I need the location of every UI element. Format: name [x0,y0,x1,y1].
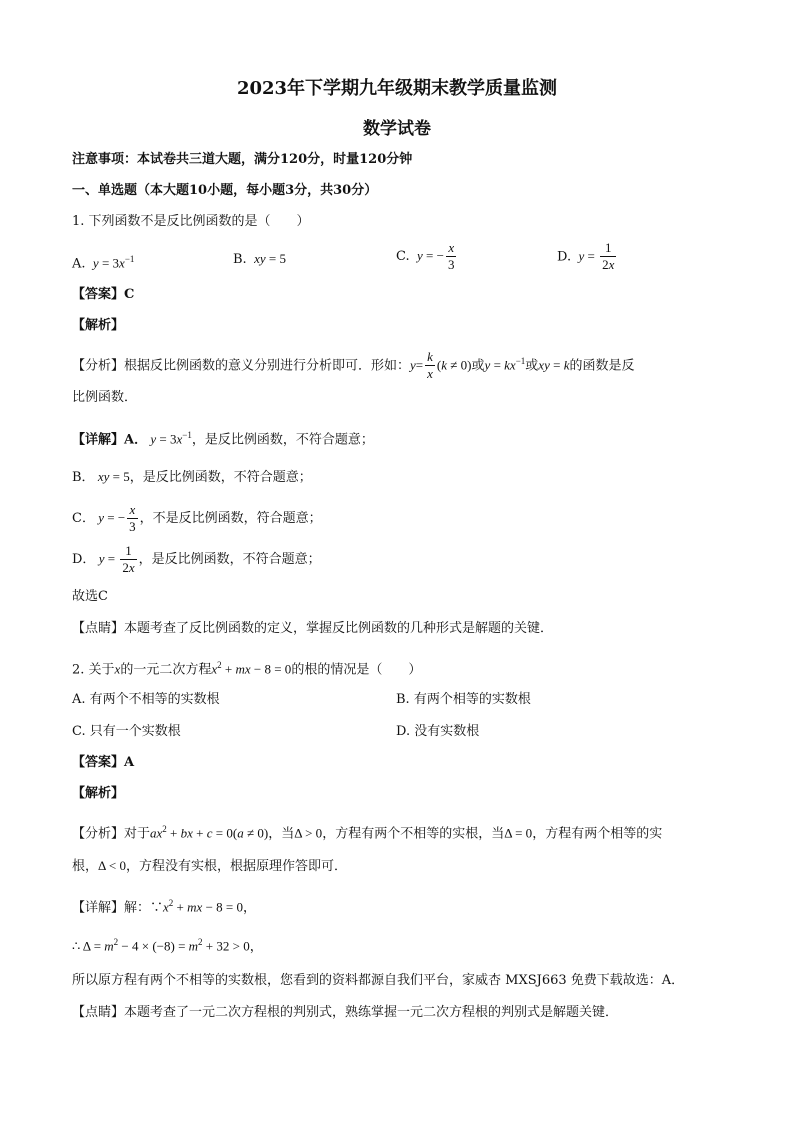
q2-discriminant-suffix: ， [249,939,263,955]
question-2-stem: 2. 关于x的一元二次方程$x^2$ + mx − 8 = 0的根的情况是（ ） [72,660,422,678]
q2-option-b: B. 有两个相等的实数根 [396,692,531,707]
q1-choice: 故选C [72,589,108,604]
q2-analysis: 【分析】对于$ax^2$ + bx + c = 0(a ≠ 0)，当Δ > 0，方程有两个不相等的实根，当Δ = 0，方程有两个相等的实 [72,824,663,842]
q2-discriminant: ∴ $\Delta = m^2 - 4 \times (-8) = m^2 + 32 > 0$， [72,937,263,955]
q1-detail-c-text: ，不是反比例函数，符合题意； [139,511,322,526]
q1-answer: 【答案】C [72,287,135,302]
q1-option-c: C. y = − $\frac{x}{3}$ [396,240,455,272]
page-subtitle: 数学试卷 [363,119,431,139]
q2-option-a: A. 有两个不相等的实数根 [72,692,220,707]
q1-option-b-label: B. [233,252,247,267]
q1-option-a-label: A. [72,256,86,272]
q1-analysis-text: 【分析】根据反比例函数的意义分别进行分析即可．形如： [72,358,411,374]
section-heading: 一、单选题（本大题10小题，每小题3分，共30分） [72,183,378,198]
q1-detail-a-text: ，是反比例函数，不符合题意； [191,432,374,448]
q1-detail-b: B． xy = 5，是反比例函数，不符合题意； [72,469,312,485]
q1-option-c-formula: y [413,248,423,263]
question-1-stem: 1. 下列函数不是反比例函数的是（ ） [72,214,310,229]
q1-option-a-formula: y [89,255,99,271]
q1-detail-c-label: C． [72,511,95,526]
q2-option-d: D. 没有实数根 [396,724,480,739]
q1-option-d-formula: y [575,248,585,264]
q2-analysis-t3: ，方程有两个相等的实 [532,826,663,842]
q1-detail-d-label: D． [72,552,96,567]
q1-detail-a: 【详解】A． $y = 3x^{-1}$，是反比例函数，不符合题意； [72,430,374,448]
q1-analysis-line-2: 比例函数． [72,390,138,405]
q2-analysis-heading: 【解析】 [72,786,125,801]
q2-answer: 【答案】A [72,755,135,770]
q1-detail-d-text: ，是反比例函数，不符合题意； [138,552,321,567]
q2-stem-mid: 的一元二次方程 [120,662,212,678]
q2-stem-prefix: 2. 关于 [72,662,115,678]
page-title: 2023年下学期九年级期末教学质量监测 [236,78,558,99]
q2-analysis-line-2: 根，Δ < 0，方程没有实根，根据原理作答即可． [72,858,348,874]
exam-notice: 注意事项：本试卷共三道大题，满分120分，时量120分钟 [72,152,413,167]
q1-option-b-formula: xy [250,251,266,266]
q1-detail-d: D． y = $\frac{1}{2x}$ ，是反比例函数，不符合题意； [72,542,321,575]
q1-detail-b-label: B． [72,470,95,485]
q2-key-point: 【点睛】本题考查了一元二次方程根的判别式，熟练掌握一元二次方程根的判别式是解题关键． [72,1005,619,1020]
q1-analysis-suffix: 的函数是反 [569,358,635,374]
q1-analysis-or-2: 或 [525,358,539,374]
q1-analysis-or-1: 或 [471,358,485,374]
q1-detail-a-label: 【详解】A． [72,432,148,448]
q1-detail-b-text: ，是反比例函数，不符合题意； [129,470,312,485]
q1-option-c-label: C. [396,249,410,264]
q2-analysis-t2: ，方程有两个不相等的实根，当 [322,826,505,842]
q1-key-point: 【点睛】本题考查了反比例函数的定义，掌握反比例函数的几种形式是解题的关键． [72,621,554,636]
q1-detail-c: C． y = − $\frac{x}{3}$ ，不是反比例函数，符合题意； [72,502,322,534]
q2-analysis-t1: ，当 [268,826,295,842]
q2-analysis-prefix: 【分析】对于 [72,826,151,842]
q2-analysis-line2-suffix: ，方程没有实根，根据原理作答即可． [126,859,348,874]
q2-stem-suffix: 的根的情况是（ ） [291,662,422,678]
q2-detail-prefix: 【详解】解：∵ [72,900,164,916]
q1-option-b: B. xy = 5 [233,251,286,267]
q2-conclusion: 所以原方程有两个不相等的实数根，您看到的资料都源自我们平台，家威杏 MXSJ663 免费下载故选：A． [72,973,685,988]
q1-analysis: 【分析】根据反比例函数的意义分别进行分析即可．形如：y= $\frac{k}{x}$ (k ≠ 0)或$y = kx^{-1}$或xy = k的函数是反 [72,349,635,382]
q2-detail: 【详解】解：$\because x^2$ + mx − 8 = 0， [72,898,256,916]
q1-option-a: A. $y = 3x^{-1}$ [72,254,135,272]
q1-analysis-heading: 【解析】 [72,318,125,333]
q2-option-c: C. 只有一个实数根 [72,724,181,739]
q2-detail-suffix: ， [242,900,256,916]
q1-option-d-label: D. [557,249,572,265]
q2-analysis-line2-prefix: 根， [72,859,99,874]
q1-option-d: D. y = $\frac{1}{2x}$ [557,240,615,272]
